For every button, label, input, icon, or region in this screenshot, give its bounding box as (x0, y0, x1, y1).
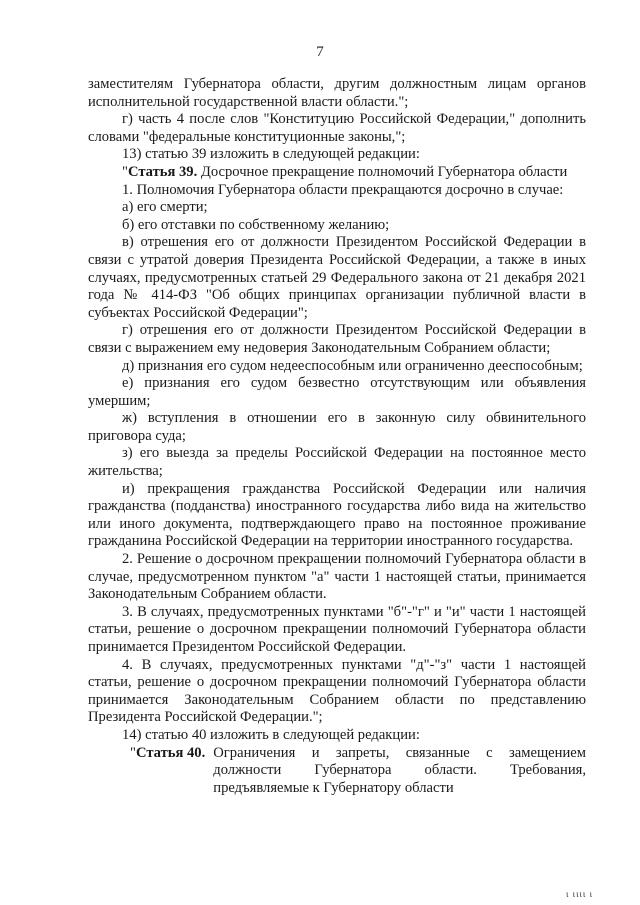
page-number: 7 (316, 44, 324, 60)
article-40-heading (88, 745, 586, 798)
article-39-part-2: 2. Решение о досрочном прекращении полномочий Губернатора области в случае, предусмотренном пунктом "а" части 1 настоящей статьи, принимается Законодательным Собранием области. (88, 551, 586, 603)
article-39-item-i: и) прекращения гражданства Российской Федерации или наличия гражданства (подданства) иностранного государства либо вида на жительство или иного документа, подтверждающего право на постоянное проживание гражданина Российской Федерации на территории иностранного государства. (88, 480, 586, 550)
article-39-part-3: 3. В случаях, предусмотренных пунктами "б"-"г" и "и" части 1 настоящей статьи, решение о досрочном прекращении полномочий Губернатора области принимается Президентом Российской Федерации. (88, 603, 586, 655)
article-40-title-line: Ограничения и запреты, связанные с замещением (213, 744, 586, 761)
article-39-item-g: г) отрешения его от должности Президентом Российской Федерации в связи с выражением ему недоверия Законодательным Собранием области; (88, 322, 586, 356)
article-39-item-d: д) признания его судом недееспособным или ограниченно дееспособным; (122, 357, 583, 374)
article-40-title (213, 745, 586, 798)
article-39-item-zh: ж) вступления в отношении его в законную силу обвинительного приговора суда; (88, 410, 586, 444)
article-39-label: Статья 39. (127, 163, 198, 180)
footer-barcode-mark: ι ιιιι ι (566, 889, 594, 899)
document-body (88, 76, 586, 797)
article-39-part-4: 4. В случаях, предусмотренных пунктами "д"-"з" части 1 настоящей статьи, решение о досрочном прекращении полномочий Губернатора области принимается Законодательным Собранием области по представлению Президента Российской Федерации."; (88, 656, 586, 726)
article-39-item-b: б) его отставки по собственному желанию; (122, 216, 390, 233)
paragraph-continuation: заместителям Губернатора области, другим должностным лицам органов исполнительной государственной власти области."; (88, 76, 586, 110)
paragraph-item-13: 13) статью 39 изложить в следующей редакции: (122, 146, 420, 163)
article-39-item-v: в) отрешения его от должности Президентом Российской Федерации в связи с утратой доверия Президента Российской Федерации, а также в иных случаях, предусмотренных статьей 29 Федерального закона от 21 декабря 2021 года № 414-ФЗ "Об общих принципах организации публичной власти в субъектах Российской Федерации"; (88, 234, 586, 321)
article-39-part-1: 1. Полномочия Губернатора области прекращаются досрочно в случае: (122, 181, 564, 198)
article-39-item-e: е) признания его судом безвестно отсутствующим или объявления умершим; (88, 375, 586, 409)
article-39-heading (88, 164, 586, 182)
paragraph-item-14: 14) статью 40 изложить в следующей редакции: (122, 726, 420, 743)
article-39-title: Досрочное прекращение полномочий Губернатора области (197, 163, 568, 180)
article-40-quote: " (130, 744, 136, 761)
article-40-title-line: предъявляемые к Губернатору области (213, 779, 454, 796)
article-40-label-wrap (130, 745, 205, 798)
article-40-label: Статья 40. (135, 744, 206, 761)
article-40-title-line: должности Губернатора области. Требования, (213, 762, 586, 779)
article-39-item-a: а) его смерти; (122, 199, 208, 216)
paragraph-item-g: г) часть 4 после слов "Конституцию Российской Федерации," дополнить словами "федеральные конституционные законы,"; (88, 111, 586, 145)
article-39-quote: " (122, 163, 128, 180)
article-39-item-z: з) его выезда за пределы Российской Федерации на постоянное место жительства; (88, 445, 586, 480)
